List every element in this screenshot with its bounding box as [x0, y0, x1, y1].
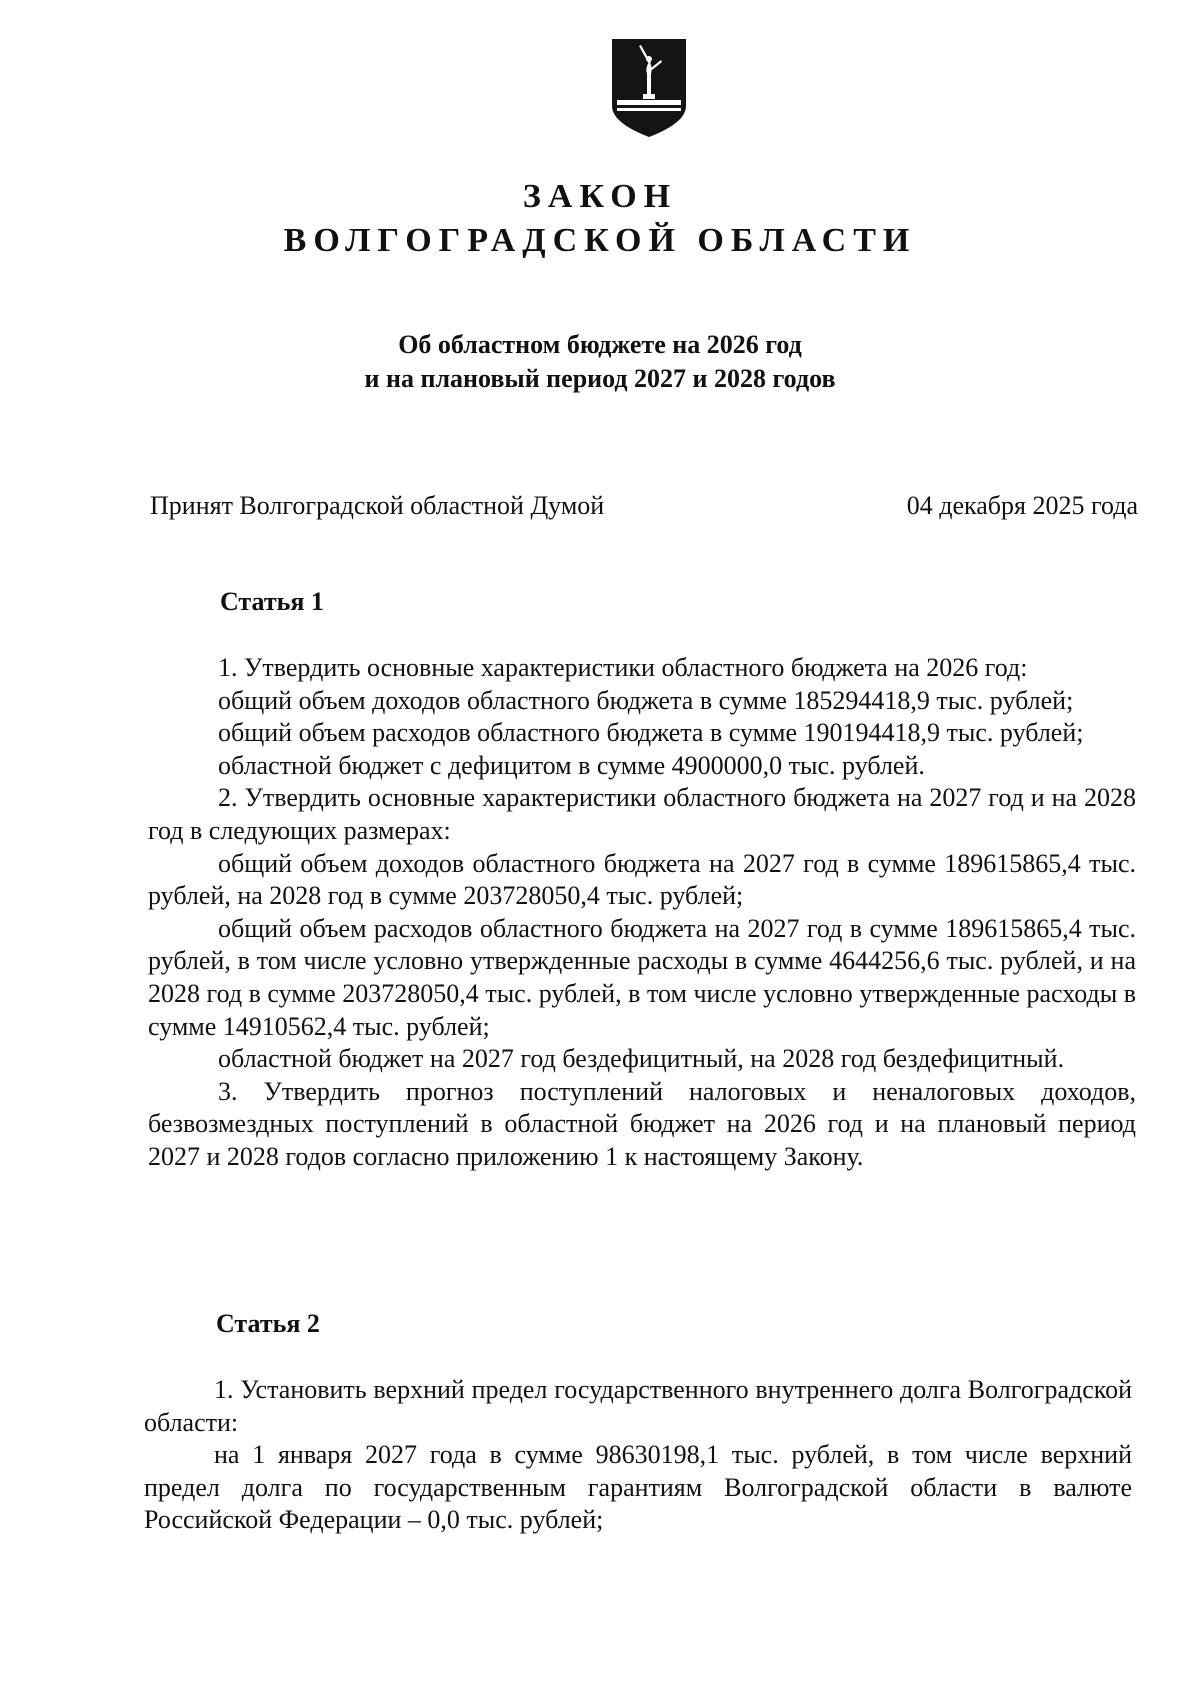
adoption-line	[150, 490, 1138, 522]
article-2-body	[144, 1374, 1132, 1537]
article-1-paragraph: 3. Утвердить прогноз поступлений налоговых и неналоговых доходов, безвозмездных поступлений в областной бюджет на 2026 год и на плановый период 2027 и 2028 годов согласно приложению 1 к настоящему Закону.	[148, 1076, 1136, 1171]
article-1-heading: Статья 1	[220, 587, 324, 616]
article-1-body	[148, 652, 1136, 1174]
volgograd-coat-of-arms-icon	[611, 38, 687, 138]
article-2-heading: Статья 2	[216, 1309, 320, 1338]
subtitle-line-2: и на плановый период 2027 и 2028 годов	[364, 364, 836, 393]
region-title: ВОЛГОГРАДСКОЙ ОБЛАСТИ	[283, 222, 917, 259]
article-2-paragraph: 1. Установить верхний предел государственного внутреннего долга Волгоградской области:	[144, 1375, 1132, 1437]
article-1-paragraph: общий объем расходов областного бюджета на 2027 год в сумме 189615865,4 тыс. рублей, в том числе условно утвержденные расходы в сумме 4644256,6 тыс. рублей, и на 2028 год в сумме 203728050,4 тыс. рублей, в том числе условно утвержденные расходы в сумме 14910562,4 тыс. рублей;	[148, 913, 1136, 1041]
article-1-paragraph: 2. Утвердить основные характеристики областного бюджета на 2027 год и на 2028 год в следующих размерах:	[148, 783, 1136, 845]
adoption-date: 04 декабря 2025 года	[906, 491, 1138, 520]
article-1-paragraph: областной бюджет на 2027 год бездефицитный, на 2028 год бездефицитный.	[218, 1044, 1065, 1074]
law-title: ЗАКОН	[522, 178, 678, 215]
article-1-paragraph: областной бюджет с дефицитом в сумме 4900000,0 тыс. рублей.	[218, 750, 925, 780]
article-1-paragraph: общий объем доходов областного бюджета на 2027 год в сумме 189615865,4 тыс. рублей, на 2028 год в сумме 203728050,4 тыс. рублей;	[148, 848, 1136, 911]
article-1-paragraph: 1. Утвердить основные характеристики областного бюджета на 2026 год:	[218, 653, 1028, 682]
document-subtitle	[0, 328, 1200, 396]
article-1-paragraph: общий объем расходов областного бюджета в сумме 190194418,9 тыс. рублей;	[218, 718, 1084, 748]
adoption-body: Принят Волгоградской областной Думой	[150, 491, 605, 520]
article-1-paragraph: общий объем доходов областного бюджета в сумме 185294418,9 тыс. рублей;	[218, 685, 1074, 715]
subtitle-line-1: Об областном бюджете на 2026 год	[398, 330, 802, 359]
article-2-paragraph: на 1 января 2027 года в сумме 98630198,1 тыс. рублей, в том числе верхний предел долга по государственным гарантиям Волгоградской области в валюте Российской Федерации – 0,0 тыс. рублей;	[144, 1440, 1132, 1535]
